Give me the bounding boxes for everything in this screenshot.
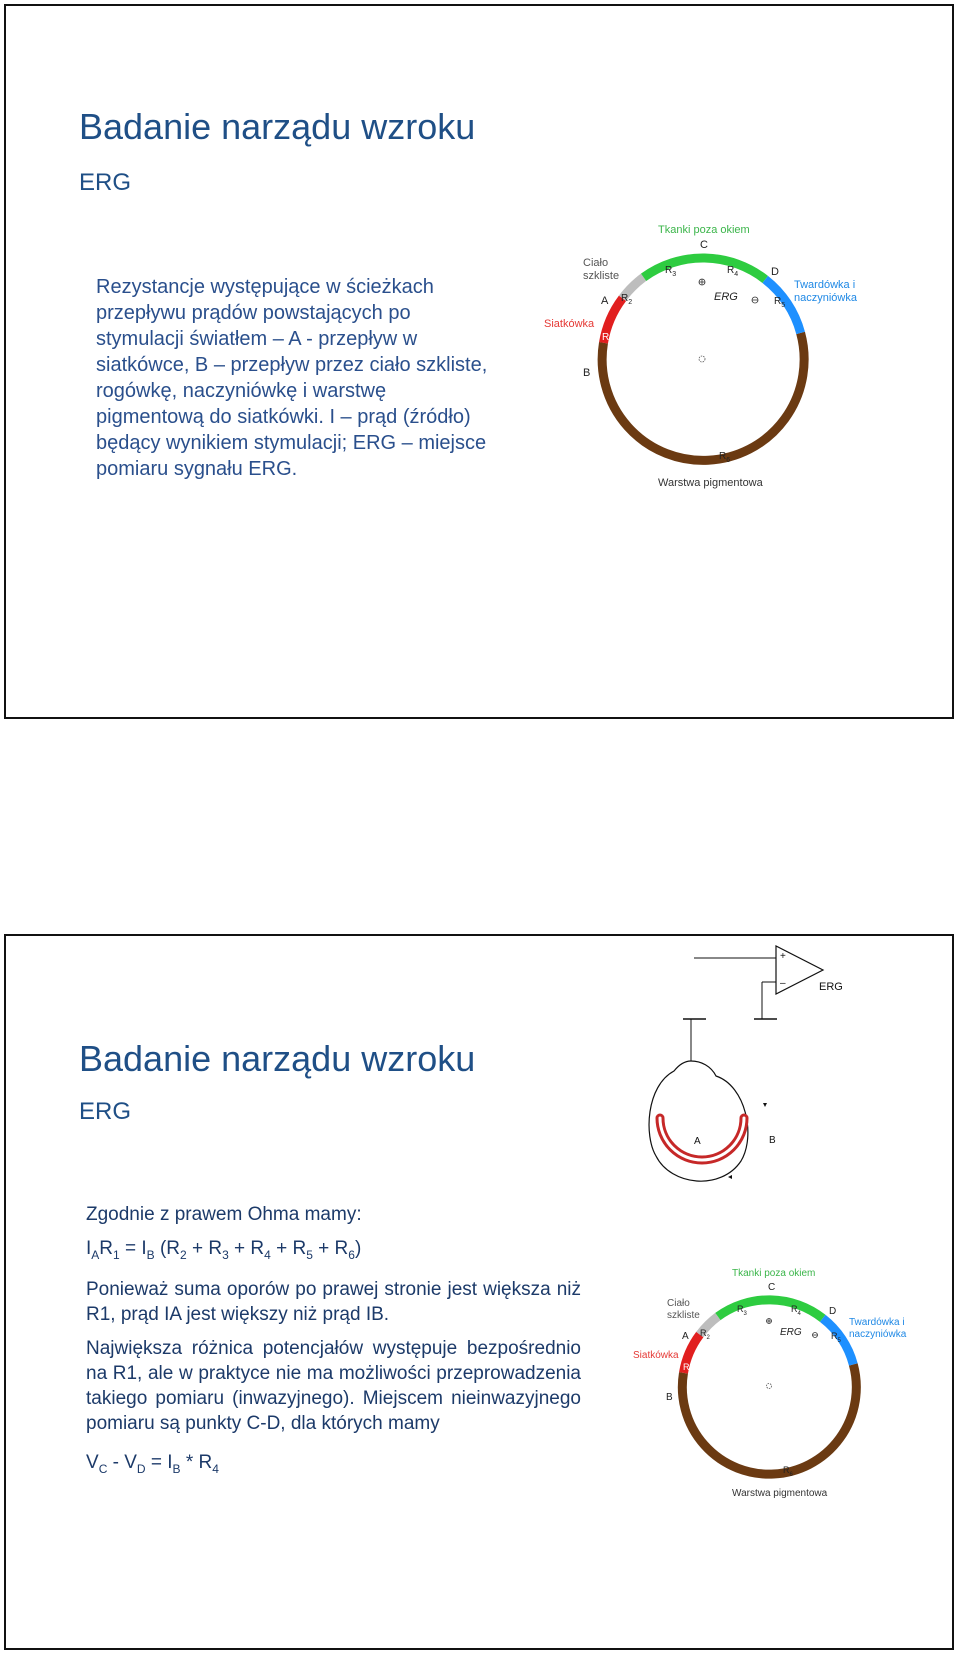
ring-segment-pigment <box>682 1364 856 1474</box>
minus-electrode-icon <box>752 297 758 303</box>
label-pigment: Warstwa pigmentowa <box>658 477 763 489</box>
resistor-r3-label: $R_3$ <box>737 1304 747 1317</box>
eye-resistance-diagram-small <box>626 1263 926 1508</box>
label-retina: Siatkówka <box>544 318 595 330</box>
slide-1 <box>4 4 954 719</box>
equation-voltage: $V_C - V_D = I_B * R_4$ <box>86 1451 219 1476</box>
label-tissues: Tkanki poza okiem <box>732 1268 816 1279</box>
slide-title: Badanie narządu wzroku <box>79 1038 476 1079</box>
erg-measurement-schematic <box>636 936 886 1241</box>
slide-subtitle: ERG <box>79 169 132 196</box>
ring-segment-pigment <box>602 333 804 460</box>
label-vitreous-line2: szkliste <box>583 270 620 282</box>
equation-currents: $I_AR_1 = I_B$ $(R_2 + R_3 + R_4 + R_5 + R_6)$ <box>86 1238 362 1262</box>
label-erg: ERG <box>714 291 738 303</box>
resistor-r5-label: $R_5$ <box>831 1331 841 1344</box>
amplifier-minus-label: – <box>780 978 786 989</box>
schematic-label-a: A <box>694 1136 701 1147</box>
arrow-down-icon <box>763 1103 767 1107</box>
amplifier-icon <box>691 946 823 1061</box>
resistor-r4-label: $R_4$ <box>727 265 739 278</box>
paragraph-resistance: Ponieważ suma oporów po prawej stronie jest większa niż R1, prąd IA jest większy niż prąd IB. <box>86 1278 581 1325</box>
label-point-d: D <box>829 1306 837 1317</box>
slide-2 <box>4 934 954 1650</box>
slide-body <box>86 1202 581 1491</box>
resistor-r2-label: $R_2$ <box>700 1328 710 1341</box>
label-vitreous-line1: Ciało <box>583 257 609 269</box>
ring-segment-tissues <box>718 1300 823 1318</box>
label-point-a: A <box>601 295 609 307</box>
resistor-r1-label: $R_1$ <box>683 1362 693 1375</box>
plus-electrode-icon <box>699 279 705 285</box>
label-point-c: C <box>768 1282 776 1293</box>
label-point-a: A <box>682 1331 689 1342</box>
resistor-r2-label: $R_2$ <box>621 293 633 306</box>
resistor-r3-label: $R_3$ <box>665 265 677 278</box>
resistor-r5-label: $R_5$ <box>774 296 786 309</box>
label-point-d: D <box>771 266 779 278</box>
label-sclera-line2: naczyniówka <box>849 1329 907 1340</box>
label-sclera-line1: Twardówka i <box>849 1317 905 1328</box>
current-source-icon <box>699 356 705 362</box>
eye-resistance-diagram <box>534 216 914 506</box>
ring-segment-tissues <box>644 258 766 279</box>
slide-subtitle: ERG <box>79 1098 132 1125</box>
slide-body-text: Rezystancje występujące w ścieżkach przepływu prądów powstających po stymulacji światłem – A - przepływ w siatkówce, B – przepływ przez ciało szkliste, rogówkę, naczyniówkę i warstwę pigmentową do siatkówki. I – prąd (źródło) będący wynikiem stymulacji; ERG – miejsce pomiaru sygnału ERG. <box>96 276 488 480</box>
arrow-left-icon <box>728 1175 732 1179</box>
label-tissues: Tkanki poza okiem <box>658 224 750 236</box>
minus-electrode-icon <box>813 1333 818 1338</box>
label-sclera-line1: Twardówka i <box>794 279 856 291</box>
resistor-r4-label: $R_4$ <box>791 1304 801 1317</box>
current-source-icon <box>767 1384 772 1389</box>
label-pigment: Warstwa pigmentowa <box>732 1488 828 1499</box>
slide-title: Badanie narządu wzroku <box>79 106 476 147</box>
label-sclera-line2: naczyniówka <box>794 292 857 304</box>
ohm-intro: Zgodnie z prawem Ohma mamy: <box>86 1204 362 1225</box>
label-erg: ERG <box>780 1327 802 1338</box>
label-vitreous-line1: Ciało <box>667 1298 690 1309</box>
resistor-r1-label: $R_1$ <box>602 332 614 345</box>
label-retina: Siatkówka <box>633 1350 679 1361</box>
amplifier-erg-label: ERG <box>819 981 843 993</box>
schematic-label-b: B <box>769 1135 776 1146</box>
resistor-r6-label: $R_6$ <box>719 451 731 464</box>
label-point-b: B <box>666 1392 673 1403</box>
resistor-r6-label: $R_6$ <box>783 1465 793 1478</box>
eye-outline <box>649 1061 748 1181</box>
label-point-c: C <box>700 239 708 251</box>
paragraph-potential: Największa różnica potencjałów występuje bezpośrednio na R1, ale w praktyce nie ma możliwości przeprowadzenia takiego pomiaru (inwazyjnego). Miejscem nieinwazyjnego pomiaru są punkty C-D, dla których mamy <box>86 1337 581 1434</box>
amplifier-plus-label: + <box>780 951 786 962</box>
label-vitreous-line2: szkliste <box>667 1310 700 1321</box>
plus-electrode-icon <box>767 1319 772 1324</box>
label-point-b: B <box>583 367 591 379</box>
